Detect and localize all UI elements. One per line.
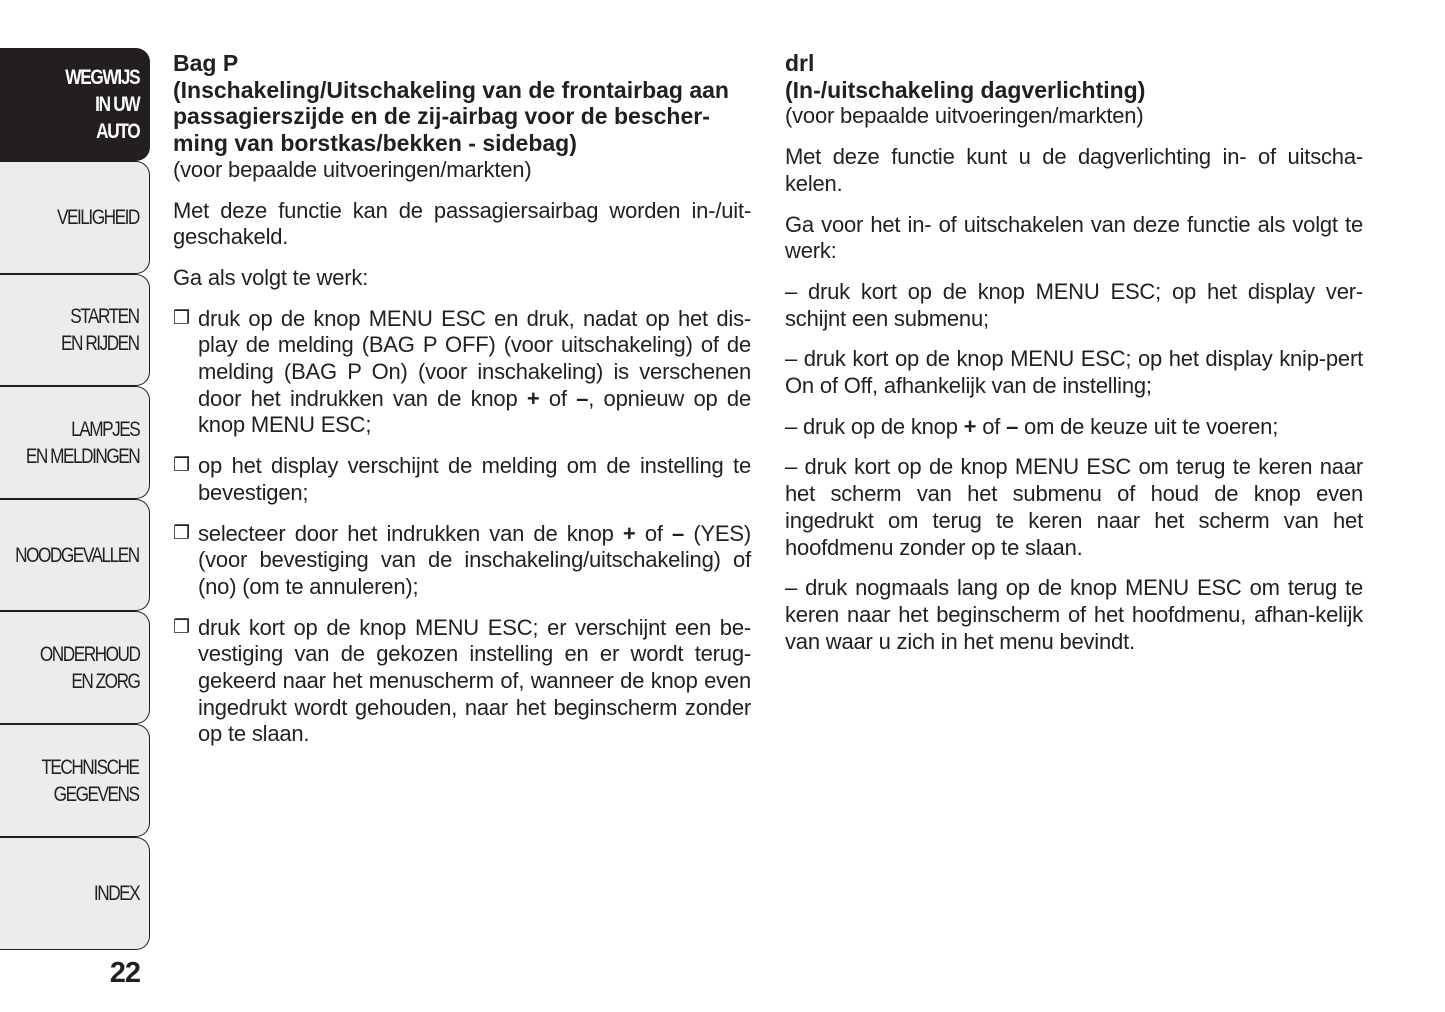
checkbox-bullet-icon: ❒ bbox=[173, 455, 190, 477]
heading-line: drl bbox=[785, 50, 815, 76]
step-paragraph: – druk kort op de knop MENU ESC; op het display ver-schijnt een submenu; bbox=[785, 278, 1363, 331]
list-item bbox=[173, 521, 751, 601]
tab-label: NOODGEVALLEN bbox=[15, 543, 139, 567]
tab-starten-en-rijden[interactable] bbox=[0, 274, 150, 386]
list-item-text: druk kort op de knop MENU ESC; er verschijnt een be-vestiging van de gekozen instelling en er wordt terug-gekeerd naar het menuscherm of, wanneer de knop even ingedrukt wordt gehouden, naar het beginscherm zonder op te slaan. bbox=[198, 614, 751, 747]
list-item-text: selecteer door het indrukken van de knop + of – (YES) (voor bevestiging van de inschakeling/uitschakeling) of (no) (om te annuleren); bbox=[198, 520, 752, 599]
heading-line: ming van borstkas/bekken - sidebag) bbox=[173, 130, 577, 157]
tab-noodgevallen[interactable] bbox=[0, 499, 150, 611]
availability-note: (voor bepaalde uitvoeringen/markten) bbox=[173, 156, 532, 182]
checkbox-bullet-icon: ❒ bbox=[173, 307, 190, 329]
section-heading-drl bbox=[785, 50, 1363, 103]
list-item-text: druk op de knop MENU ESC en druk, nadat op het dis-play de melding (BAG P OFF) (voor uitschakeling) of de melding (BAG P On) (voor inschakeling) is verschenen door het indrukken van de knop + of –, opnieuw op de knop MENU ESC; bbox=[198, 305, 751, 438]
tab-label: TECHNISCHE GEGEVENS bbox=[41, 755, 140, 806]
tab-onderhoud-en-zorg[interactable] bbox=[0, 611, 150, 724]
checkbox-bullet-icon: ❒ bbox=[173, 616, 190, 638]
tab-technische-gegevens[interactable] bbox=[0, 724, 150, 837]
step-paragraph: – druk kort op de knop MENU ESC; op het display knip-pert On of Off, afhankelijk van de instelling; bbox=[785, 346, 1363, 399]
section-heading-bag-p bbox=[173, 50, 751, 157]
intro-paragraph: Met deze functie kan de passagiersairbag worden in-/uit-geschakeld. bbox=[173, 197, 751, 250]
step-paragraph: – druk nogmaals lang op de knop MENU ESC om terug te keren naar het beginscherm of het hoofdmenu, afhan-kelijk van waar u zich in het menu bevindt. bbox=[785, 575, 1363, 654]
heading-line: Bag P bbox=[173, 50, 239, 76]
step-paragraph: – druk op de knop + of – om de keuze uit te voeren; bbox=[785, 413, 1279, 439]
chapter-sidebar bbox=[0, 0, 152, 1012]
step-paragraph: – druk kort op de knop MENU ESC om terug te keren naar het scherm van het submenu of houd de knop even ingedrukt om terug te keren naar het scherm van het hoofdmenu zonder op te slaan. bbox=[785, 454, 1363, 560]
heading-line: (In-/uitschakeling dagverlichting) bbox=[785, 76, 1146, 103]
list-item bbox=[173, 615, 751, 749]
right-column bbox=[785, 50, 1363, 669]
tab-lampjes-en-meldingen[interactable] bbox=[0, 386, 150, 499]
instruction-paragraph: Ga als volgt te werk: bbox=[173, 264, 369, 290]
tab-index[interactable] bbox=[0, 837, 150, 950]
list-item-text: op het display verschijnt de melding om de instelling te bevestigen; bbox=[198, 453, 751, 505]
tab-wegwijs-in-uw-auto[interactable] bbox=[0, 48, 150, 161]
tab-label: STARTEN EN RIJDEN bbox=[61, 305, 139, 355]
list-item bbox=[173, 453, 751, 506]
page-number: 22 bbox=[109, 957, 140, 989]
availability-note: (voor bepaalde uitvoeringen/markten) bbox=[785, 103, 1144, 129]
tab-label: ONDERHOUD EN ZORG bbox=[39, 642, 139, 693]
heading-line: passagierszijde en de zij-airbag voor de bescher- bbox=[173, 103, 710, 130]
intro-paragraph: Met deze functie kunt u de dagverlichting in- of uitscha-kelen. bbox=[785, 144, 1363, 196]
checkbox-bullet-icon: ❒ bbox=[173, 522, 190, 544]
tab-label: WEGWIJS IN UW AUTO bbox=[64, 66, 139, 143]
tab-label: VEILIGHEID bbox=[57, 206, 139, 229]
list-item bbox=[173, 306, 751, 440]
left-column bbox=[173, 50, 751, 762]
instruction-paragraph: Ga voor het in- of uitschakelen van deze functie als volgt te werk: bbox=[785, 211, 1363, 264]
tab-label: INDEX bbox=[93, 882, 139, 905]
tab-label: LAMPJES EN MELDINGEN bbox=[25, 417, 139, 468]
heading-line: (Inschakeling/Uitschakeling van de frontairbag aan bbox=[173, 76, 729, 103]
tab-veiligheid[interactable] bbox=[0, 161, 150, 274]
